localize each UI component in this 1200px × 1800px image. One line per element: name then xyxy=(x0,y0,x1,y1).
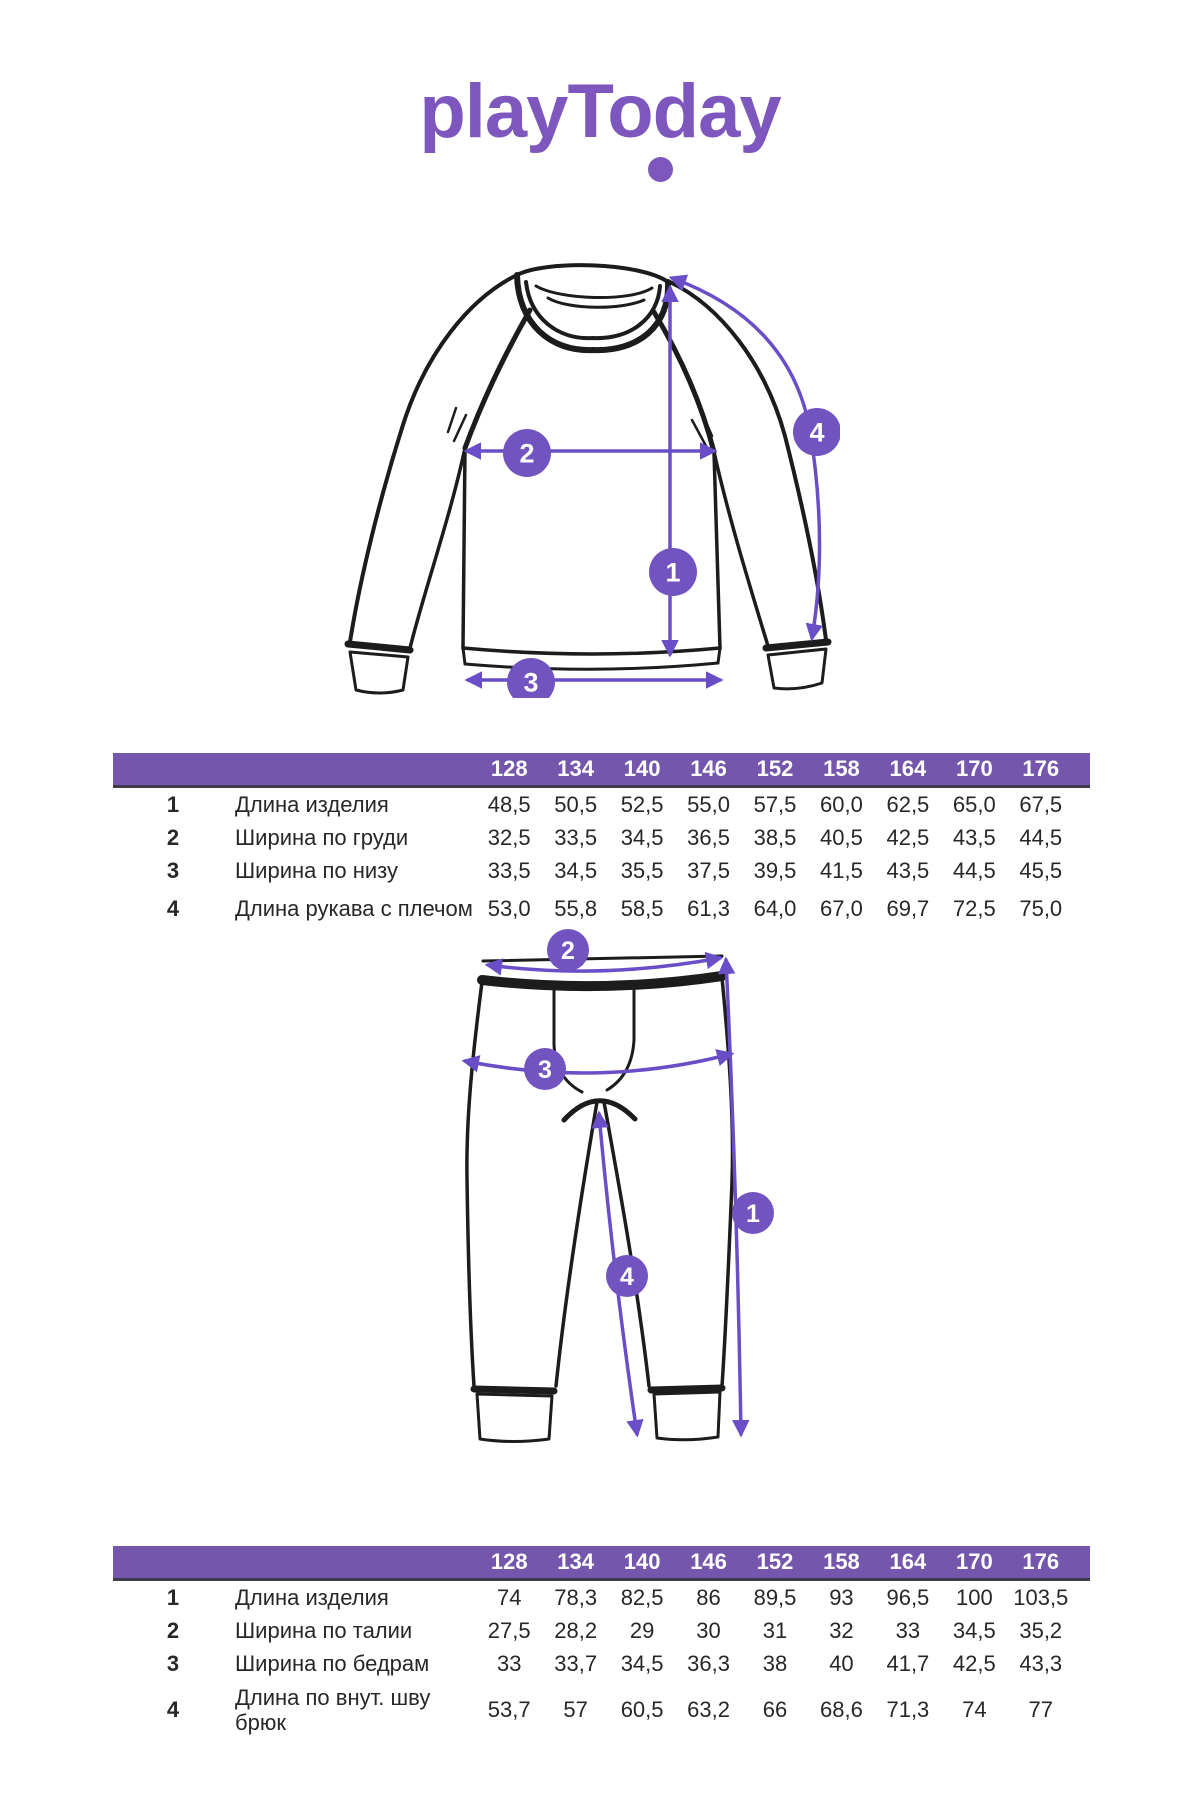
value-cell: 53,7 xyxy=(487,1697,531,1723)
row-number: 1 xyxy=(166,791,180,817)
size-column-header: 146 xyxy=(690,756,727,781)
sweater-diagram xyxy=(340,258,840,698)
value-cell: 64,0 xyxy=(753,895,797,921)
value-cell: 32 xyxy=(829,1617,854,1643)
pants-size-table xyxy=(113,1546,1090,1736)
measurement-row xyxy=(113,1581,1090,1614)
measurement-row xyxy=(113,788,1090,821)
row-label: Ширина по груди xyxy=(235,824,409,850)
pants-marker-3 xyxy=(524,1048,566,1090)
row-number: 4 xyxy=(166,895,180,921)
value-cell: 35,5 xyxy=(620,857,664,883)
value-cell: 34,5 xyxy=(620,1650,664,1676)
value-cell: 40,5 xyxy=(820,824,863,850)
value-cell: 42,5 xyxy=(952,1650,996,1676)
row-label: Длина изделия xyxy=(235,1584,389,1610)
value-cell: 35,2 xyxy=(1019,1617,1063,1643)
value-cell: 44,5 xyxy=(952,857,996,883)
value-cell: 44,5 xyxy=(1019,824,1063,850)
value-cell: 103,5 xyxy=(1013,1584,1069,1610)
measurement-row xyxy=(113,892,1090,925)
pants-marker-1 xyxy=(732,1192,774,1234)
value-cell: 78,3 xyxy=(554,1584,598,1610)
row-label: Длина рукава с плечом xyxy=(235,895,473,921)
value-cell: 34,5 xyxy=(554,857,598,883)
size-column-header: 134 xyxy=(557,756,595,781)
size-table-header xyxy=(113,753,1090,788)
pants-marker-4 xyxy=(606,1255,648,1297)
value-cell: 48,5 xyxy=(487,791,531,817)
value-cell: 43,5 xyxy=(886,857,930,883)
value-cell: 74 xyxy=(496,1584,522,1610)
value-cell: 77 xyxy=(1028,1697,1053,1723)
value-cell: 67,5 xyxy=(1019,791,1063,817)
svg-text:3: 3 xyxy=(523,667,539,698)
value-cell: 40 xyxy=(829,1650,854,1676)
value-cell: 33 xyxy=(895,1617,921,1643)
svg-text:1: 1 xyxy=(746,1200,760,1228)
value-cell: 53,0 xyxy=(487,895,531,921)
value-cell: 74 xyxy=(962,1697,987,1723)
size-column-header: 146 xyxy=(690,1549,727,1574)
value-cell: 82,5 xyxy=(620,1584,664,1610)
pants-measure-arrows xyxy=(465,958,741,1434)
size-column-header: 158 xyxy=(823,756,860,781)
svg-text:2: 2 xyxy=(561,937,575,965)
size-column-header: 128 xyxy=(490,1549,528,1574)
brand-logo xyxy=(0,69,1200,154)
sweater-size-table xyxy=(113,753,1090,925)
value-cell: 38 xyxy=(762,1650,788,1676)
svg-text:2: 2 xyxy=(519,438,535,469)
size-column-header: 164 xyxy=(889,1549,927,1574)
size-column-header: 152 xyxy=(756,756,794,781)
row-number: 2 xyxy=(166,1617,180,1643)
value-cell: 33,5 xyxy=(487,857,531,883)
size-column-header: 140 xyxy=(623,1549,661,1574)
value-cell: 86 xyxy=(696,1584,721,1610)
pants-diagram xyxy=(370,920,830,1520)
value-cell: 36,3 xyxy=(687,1650,730,1676)
row-number: 2 xyxy=(166,824,180,850)
size-column-header: 140 xyxy=(623,756,661,781)
value-cell: 45,5 xyxy=(1019,857,1063,883)
row-number: 1 xyxy=(166,1584,180,1610)
value-cell: 34,5 xyxy=(952,1617,996,1643)
row-label: Ширина по талии xyxy=(235,1617,413,1643)
svg-text:4: 4 xyxy=(620,1263,634,1291)
value-cell: 42,5 xyxy=(886,824,930,850)
value-cell: 72,5 xyxy=(952,895,996,921)
value-cell: 29 xyxy=(629,1617,655,1643)
value-cell: 93 xyxy=(829,1584,854,1610)
value-cell: 71,3 xyxy=(886,1697,930,1723)
value-cell: 89,5 xyxy=(753,1584,797,1610)
value-cell: 33 xyxy=(496,1650,522,1676)
brand-logo-dot-icon xyxy=(648,157,673,182)
value-cell: 100 xyxy=(955,1584,993,1610)
value-cell: 33,5 xyxy=(554,824,598,850)
value-cell: 39,5 xyxy=(753,857,797,883)
value-cell: 30 xyxy=(696,1617,721,1643)
svg-text:3: 3 xyxy=(538,1056,552,1084)
sweater-marker-4 xyxy=(793,408,840,456)
value-cell: 69,7 xyxy=(886,895,930,921)
pants-outline xyxy=(467,956,733,1442)
size-column-header: 158 xyxy=(823,1549,860,1574)
value-cell: 60,0 xyxy=(820,791,863,817)
svg-text:4: 4 xyxy=(809,417,825,448)
size-column-header: 170 xyxy=(955,1549,993,1574)
value-cell: 75,0 xyxy=(1019,895,1063,921)
size-column-header: 128 xyxy=(490,756,528,781)
value-cell: 33,7 xyxy=(554,1650,598,1676)
value-cell: 34,5 xyxy=(620,824,664,850)
value-cell: 68,6 xyxy=(820,1697,863,1723)
measurement-row xyxy=(113,1685,1090,1736)
svg-text:1: 1 xyxy=(665,557,681,588)
row-number: 3 xyxy=(166,857,180,883)
row-label: Ширина по низу xyxy=(235,857,399,883)
value-cell: 60,5 xyxy=(620,1697,664,1723)
size-table-header xyxy=(113,1546,1090,1581)
value-cell: 55,8 xyxy=(554,895,598,921)
value-cell: 62,5 xyxy=(886,791,930,817)
value-cell: 96,5 xyxy=(886,1584,930,1610)
row-number: 3 xyxy=(166,1650,180,1676)
value-cell: 66 xyxy=(762,1697,788,1723)
value-cell: 28,2 xyxy=(554,1617,598,1643)
row-label: Длина по внут. шву брюк xyxy=(235,1685,431,1736)
value-cell: 36,5 xyxy=(687,824,730,850)
value-cell: 61,3 xyxy=(687,895,730,921)
row-label: Ширина по бедрам xyxy=(235,1650,430,1676)
value-cell: 63,2 xyxy=(687,1697,730,1723)
value-cell: 27,5 xyxy=(487,1617,531,1643)
size-column-header: 164 xyxy=(889,756,927,781)
measurement-row xyxy=(113,854,1090,887)
size-column-header: 134 xyxy=(557,1549,595,1574)
measurement-row xyxy=(113,821,1090,854)
value-cell: 37,5 xyxy=(687,857,730,883)
value-cell: 65,0 xyxy=(952,791,996,817)
measurement-row xyxy=(113,1647,1090,1680)
measurement-row xyxy=(113,1614,1090,1647)
sweater-marker-1 xyxy=(649,548,697,596)
value-cell: 52,5 xyxy=(620,791,664,817)
sweater-marker-2 xyxy=(503,429,551,477)
value-cell: 38,5 xyxy=(753,824,797,850)
value-cell: 32,5 xyxy=(487,824,531,850)
value-cell: 55,0 xyxy=(687,791,730,817)
value-cell: 43,5 xyxy=(952,824,996,850)
sweater-marker-3 xyxy=(507,658,555,698)
value-cell: 58,5 xyxy=(620,895,664,921)
size-column-header: 176 xyxy=(1022,1549,1060,1574)
size-column-header: 152 xyxy=(756,1549,794,1574)
value-cell: 57 xyxy=(563,1697,588,1723)
value-cell: 67,0 xyxy=(820,895,863,921)
brand-logo-text: playToday xyxy=(419,69,781,154)
value-cell: 57,5 xyxy=(753,791,797,817)
value-cell: 41,5 xyxy=(820,857,863,883)
value-cell: 31 xyxy=(762,1617,788,1643)
size-column-header: 176 xyxy=(1022,756,1060,781)
row-label: Длина изделия xyxy=(235,791,389,817)
size-column-header: 170 xyxy=(955,756,993,781)
value-cell: 50,5 xyxy=(554,791,598,817)
value-cell: 41,7 xyxy=(886,1650,930,1676)
row-number: 4 xyxy=(166,1697,180,1723)
value-cell: 43,3 xyxy=(1019,1650,1063,1676)
pants-marker-2 xyxy=(547,929,589,971)
